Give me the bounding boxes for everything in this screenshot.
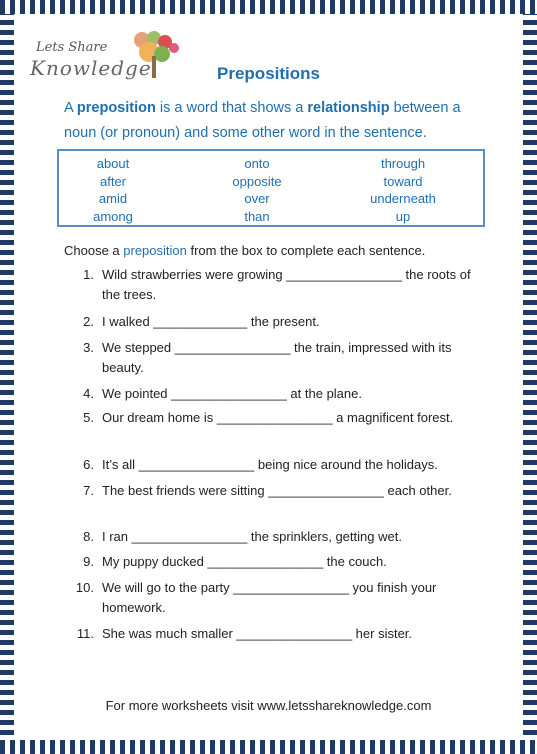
word-item: amid [98, 191, 128, 206]
question-text: I walked _____________ the present. [102, 314, 320, 329]
question-text: Our dream home is ________________ a magnificent forest. [102, 410, 454, 425]
word-item: through [380, 156, 426, 171]
word-column-1 [43, 155, 183, 225]
question-number: 1. [83, 267, 94, 282]
word-item: opposite [232, 173, 282, 189]
definition: A preposition is a word that shows a relationship between a noun (or pronoun) and some other word in the sentence. [64, 100, 461, 141]
instructions: Choose a preposition from the box to complete each sentence. [64, 243, 426, 258]
question-number: 8. [83, 529, 94, 544]
word-item: underneath [370, 191, 436, 206]
logo-line-2: Knowledge [30, 56, 152, 80]
question-number: 4. [83, 386, 94, 401]
word-column-2 [187, 155, 327, 225]
question-text: We stepped ________________ the train, impressed with its beauty. [102, 340, 452, 375]
logo-line-1: Lets Share [36, 40, 108, 55]
question-text: She was much smaller ________________ her sister. [102, 626, 413, 641]
question-text: Wild strawberries were growing ________________ the roots of the trees. [102, 267, 471, 302]
question-number: 9. [83, 554, 94, 569]
question-number: 5. [83, 410, 94, 425]
word-column-3 [333, 155, 473, 225]
question-number: 6. [83, 457, 94, 472]
word-item: about [96, 156, 130, 171]
question-text: We will go to the party ________________ you finish your homework. [102, 580, 437, 615]
footer-text: For more worksheets visit www.letsshareknowledge.com [105, 698, 432, 713]
page-title: Prepositions [217, 64, 320, 83]
question-number: 7. [83, 483, 94, 498]
word-item: among [93, 208, 133, 224]
word-item: than [244, 208, 270, 224]
question-number: 11. [76, 626, 94, 641]
word-item: up [395, 208, 411, 224]
question-text: I ran ________________ the sprinklers, getting wet. [102, 529, 402, 544]
question-text: The best friends were sitting ________________ each other. [102, 483, 452, 498]
question-text: It’s all ________________ being nice around the holidays. [102, 457, 438, 472]
question-number: 10. [75, 580, 94, 595]
question-text: We pointed ________________ at the plane. [102, 386, 362, 401]
word-item: over [244, 191, 270, 206]
word-item: toward [383, 173, 423, 189]
word-item: after [99, 173, 126, 189]
question-number: 3. [83, 340, 94, 355]
word-item: onto [244, 156, 270, 171]
word-box [57, 149, 485, 227]
question-number: 2. [83, 314, 94, 329]
question-text: My puppy ducked ________________ the couch. [102, 554, 387, 569]
